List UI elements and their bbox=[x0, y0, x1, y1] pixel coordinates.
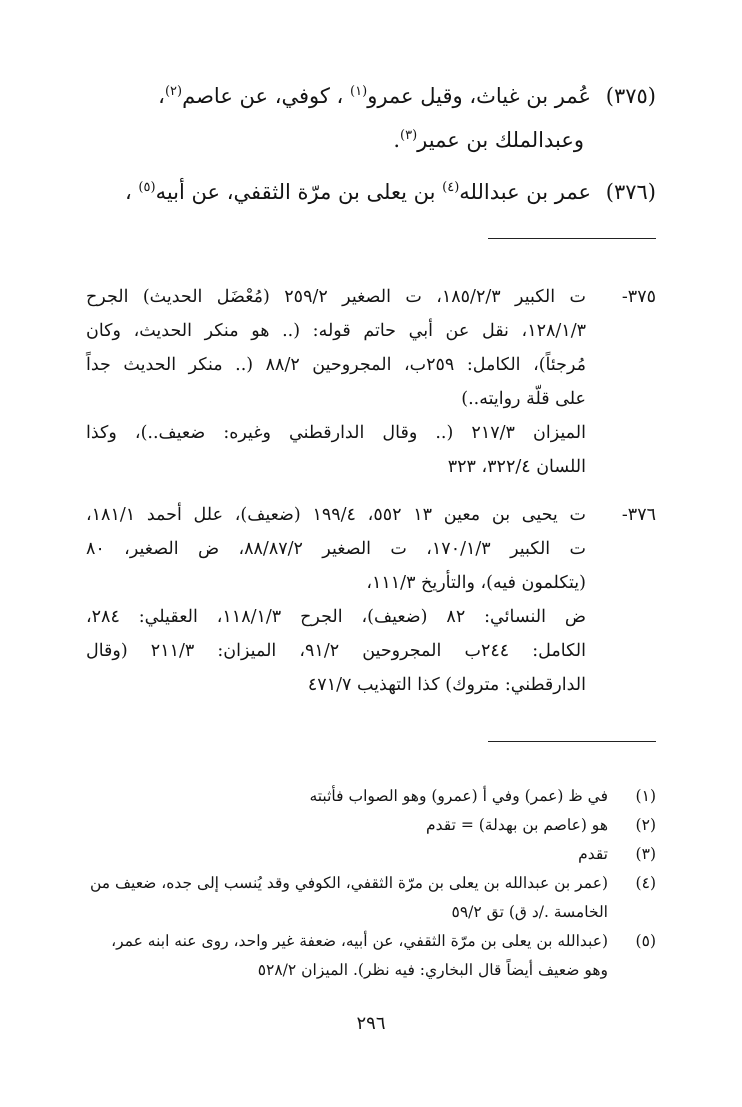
page-number: ٢٩٦ bbox=[356, 1013, 386, 1034]
footnote-ref[interactable]: (٢) bbox=[164, 84, 183, 99]
footnotes bbox=[86, 782, 656, 985]
entry-continuation bbox=[86, 118, 656, 162]
entry-text: ، bbox=[158, 84, 165, 108]
footnote-number: (٤) bbox=[635, 874, 656, 892]
note-line: ت الكبير ١٧٠/١/٣، ت الصغير ٨٨/٨٧/٢، ض الصغير، ٨٠ bbox=[86, 539, 586, 559]
entry-text: . bbox=[393, 128, 400, 152]
footnote-3 bbox=[86, 840, 656, 869]
footnote-2 bbox=[86, 811, 656, 840]
footnote-text: هو (عاصم بن بهدلة) = تقدم bbox=[426, 816, 608, 834]
note-line: الدارقطني: متروك) كذا التهذيب ٤٧١/٧ bbox=[307, 675, 586, 695]
note-line: ت الكبير ١٨٥/٢/٣، ت الصغير ٢٥٩/٢ (مُعْضَل الحديث) الجرح bbox=[86, 287, 587, 307]
note-376 bbox=[86, 498, 656, 702]
footnote-4 bbox=[86, 869, 656, 927]
entry-number: (٣٧٦) bbox=[605, 180, 656, 204]
note-line: الكامل: ٢٤٤ب المجروحين ٩١/٢، الميزان: ٢١١/٣ (وقال bbox=[86, 641, 586, 661]
entry-number: (٣٧٥) bbox=[605, 84, 656, 108]
note-line: ض النسائي: ٨٢ (ضعيف)، الجرح ١١٨/١/٣، العقيلي: ٢٨٤، bbox=[86, 607, 587, 627]
footnote-text: الخامسة ./د ق) تق ٥٩/٢ bbox=[451, 903, 608, 921]
footnote-number: (٥) bbox=[635, 932, 656, 950]
note-line: (يتكلمون فيه)، والتأريخ ١١١/٣، bbox=[366, 573, 586, 593]
entry-text: وعبدالملك بن عمير bbox=[417, 128, 584, 152]
entry-text: ، كوفي، عن عاصم bbox=[182, 84, 344, 108]
footnote-text: تقدم bbox=[578, 845, 608, 863]
footnote-ref[interactable]: (٥) bbox=[138, 180, 156, 195]
entry-text: عُمر بن غياث، وقيل عمرو bbox=[367, 84, 592, 108]
note-line: ت يحيى بن معين ١٣ ٥٥٢، ١٩٩/٤ (ضعيف)، علل أحمد ١٨١/١، bbox=[86, 505, 586, 525]
footnote-text: (عمر بن عبدالله بن يعلى بن مرّة الثقفي، الكوفي وقد يُنسب إلى جده، ضعيف من bbox=[89, 874, 608, 892]
entry-text: بن يعلى بن مرّة الثقفي، عن أبيه bbox=[155, 180, 436, 204]
footnote-text: في ظ (عمر) وفي أ (عمرو) وهو الصواب فأثبته bbox=[309, 787, 608, 805]
footnote-ref[interactable]: (١) bbox=[350, 84, 368, 99]
footnote-divider bbox=[488, 741, 656, 742]
note-line: ١٢٨/١/٣، نقل عن أبي حاتم قوله: (.. هو منكر الحديث، وكان bbox=[86, 321, 586, 341]
footnote-1 bbox=[86, 782, 656, 811]
footnote-text: (عبدالله بن يعلى بن مرّة الثقفي، عن أبيه، ضعفة غير واحد، روى عنه ابنه عمر، bbox=[111, 932, 608, 950]
entry-375 bbox=[86, 74, 656, 162]
footnote-ref[interactable]: (٤) bbox=[442, 180, 460, 195]
footnote-number: (١) bbox=[635, 787, 656, 805]
footnote-number: (٣) bbox=[635, 845, 656, 863]
entry-text: عمر بن عبدالله bbox=[459, 180, 592, 204]
note-line: اللسان ٣٢٢/٤، ٣٢٣ bbox=[447, 457, 586, 477]
footnote-text: وهو ضعيف أيضاً قال البخاري: فيه نظر). الميزان ٥٢٨/٢ bbox=[257, 961, 608, 979]
note-line: مُرجئاً)، الكامل: ٢٥٩ب، المجروحين ٨٨/٢ (.. منكر الحديث جداً bbox=[86, 355, 587, 375]
note-line: على قلّة روايته..) bbox=[461, 389, 586, 409]
note-line: الميزان ٢١٧/٣ (.. وقال الدارقطني وغيره: ضعيف..)، وكذا bbox=[86, 423, 586, 443]
section-divider bbox=[488, 238, 656, 239]
note-number: ٣٧٥- bbox=[621, 287, 656, 307]
source-notes bbox=[86, 280, 656, 716]
entry-376 bbox=[86, 170, 656, 214]
narrator-entries bbox=[86, 74, 656, 222]
entry-text: ، bbox=[124, 180, 132, 204]
note-375 bbox=[86, 280, 656, 484]
note-number: ٣٧٦- bbox=[621, 505, 656, 525]
footnote-5 bbox=[86, 927, 656, 985]
footnote-ref[interactable]: (٣) bbox=[400, 128, 418, 143]
footnote-number: (٢) bbox=[635, 816, 656, 834]
